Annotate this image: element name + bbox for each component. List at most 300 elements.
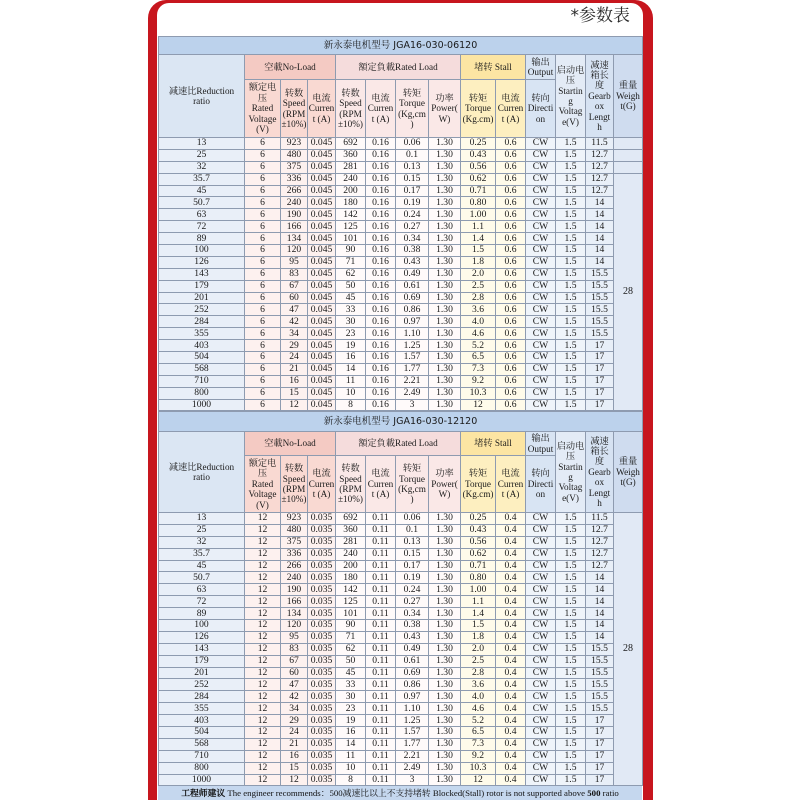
cell-starting-voltage: 1.5	[556, 560, 586, 572]
table-row	[159, 173, 643, 185]
table-row	[159, 631, 643, 643]
cell-rated-current: 0.16	[366, 399, 396, 411]
cell-rated-torque: 2.49	[396, 387, 429, 399]
cell-reduction-ratio: 25	[159, 524, 245, 536]
cell-starting-voltage: 1.5	[556, 245, 586, 257]
table-row	[159, 560, 643, 572]
cell-rated-power: 1.30	[429, 245, 461, 257]
cell-rated-current: 0.16	[366, 138, 396, 150]
cell-rated-torque: 0.06	[396, 513, 429, 525]
cell-no-load-current: 0.045	[308, 328, 336, 340]
cell-gearbox-length: 14	[586, 596, 614, 608]
cell-no-load-speed: 47	[281, 679, 308, 691]
table-row	[159, 304, 643, 316]
cell-starting-voltage: 1.5	[556, 608, 586, 620]
header-weight: 重量 Weigh t(G)	[614, 432, 643, 513]
cell-rated-voltage: 12	[245, 727, 281, 739]
cell-gearbox-length: 12.7	[586, 149, 614, 161]
header-rated-current: 电流 Curren t (A)	[366, 456, 396, 513]
cell-rated-torque: 0.15	[396, 548, 429, 560]
cell-no-load-current: 0.045	[308, 399, 336, 411]
cell-rated-current: 0.16	[366, 173, 396, 185]
cell-rated-speed: 19	[336, 340, 366, 352]
cell-rated-voltage: 6	[245, 138, 281, 150]
cell-direction: CW	[526, 185, 556, 197]
cell-stall-torque: 10.3	[461, 387, 496, 399]
cell-no-load-speed: 266	[281, 560, 308, 572]
cell-rated-torque: 0.17	[396, 560, 429, 572]
cell-no-load-current: 0.035	[308, 513, 336, 525]
cell-direction: CW	[526, 399, 556, 411]
cell-rated-current: 0.11	[366, 691, 396, 703]
cell-direction: CW	[526, 667, 556, 679]
cell-rated-voltage: 12	[245, 560, 281, 572]
cell-rated-power: 1.30	[429, 304, 461, 316]
cell-stall-torque: 1.5	[461, 620, 496, 632]
cell-no-load-speed: 336	[281, 548, 308, 560]
cell-rated-power: 1.30	[429, 149, 461, 161]
cell-stall-torque: 2.0	[461, 643, 496, 655]
header-weight: 重量 Weigh t(G)	[614, 55, 643, 138]
cell-rated-torque: 0.17	[396, 185, 429, 197]
cell-rated-voltage: 6	[245, 328, 281, 340]
cell-direction: CW	[526, 691, 556, 703]
table-row	[159, 691, 643, 703]
cell-rated-power: 1.30	[429, 596, 461, 608]
table-row	[159, 524, 643, 536]
cell-gearbox-length: 12.7	[586, 536, 614, 548]
cell-no-load-current: 0.035	[308, 715, 336, 727]
cell-reduction-ratio: 568	[159, 363, 245, 375]
cell-gearbox-length: 15.5	[586, 679, 614, 691]
cell-rated-power: 1.30	[429, 691, 461, 703]
cell-direction: CW	[526, 774, 556, 786]
spec-table	[158, 36, 643, 411]
cell-rated-power: 1.30	[429, 667, 461, 679]
cell-stall-current: 0.4	[496, 608, 526, 620]
cell-stall-current: 0.4	[496, 572, 526, 584]
cell-rated-torque: 0.24	[396, 209, 429, 221]
cell-no-load-current: 0.045	[308, 375, 336, 387]
cell-rated-speed: 281	[336, 536, 366, 548]
cell-no-load-speed: 16	[281, 375, 308, 387]
cell-rated-torque: 0.34	[396, 233, 429, 245]
cell-no-load-current: 0.035	[308, 524, 336, 536]
cell-rated-voltage: 6	[245, 399, 281, 411]
cell-stall-current: 0.6	[496, 328, 526, 340]
cell-rated-speed: 90	[336, 245, 366, 257]
cell-rated-current: 0.16	[366, 197, 396, 209]
cell-rated-torque: 0.49	[396, 268, 429, 280]
cell-direction: CW	[526, 363, 556, 375]
cell-no-load-speed: 190	[281, 584, 308, 596]
cell-rated-speed: 30	[336, 691, 366, 703]
cell-rated-speed: 200	[336, 185, 366, 197]
cell-rated-current: 0.11	[366, 536, 396, 548]
cell-rated-voltage: 12	[245, 774, 281, 786]
cell-starting-voltage: 1.5	[556, 548, 586, 560]
table-row	[159, 138, 643, 150]
cell-reduction-ratio: 504	[159, 727, 245, 739]
cell-no-load-speed: 21	[281, 738, 308, 750]
cell-no-load-speed: 83	[281, 268, 308, 280]
cell-rated-current: 0.11	[366, 679, 396, 691]
header-starting-voltage: 启动电 压 Startin g Voltag e(V)	[556, 55, 586, 138]
cell-starting-voltage: 1.5	[556, 280, 586, 292]
cell-rated-torque: 0.34	[396, 608, 429, 620]
cell-rated-power: 1.30	[429, 703, 461, 715]
cell-no-load-current: 0.045	[308, 363, 336, 375]
cell-stall-torque: 5.2	[461, 715, 496, 727]
cell-stall-current: 0.4	[496, 774, 526, 786]
cell-reduction-ratio: 403	[159, 715, 245, 727]
cell-stall-torque: 1.1	[461, 221, 496, 233]
cell-reduction-ratio: 710	[159, 750, 245, 762]
cell-reduction-ratio: 45	[159, 185, 245, 197]
cell-rated-speed: 19	[336, 715, 366, 727]
cell-starting-voltage: 1.5	[556, 363, 586, 375]
cell-rated-power: 1.30	[429, 750, 461, 762]
cell-rated-torque: 0.86	[396, 304, 429, 316]
cell-no-load-current: 0.045	[308, 256, 336, 268]
cell-gearbox-length: 17	[586, 363, 614, 375]
sheet-title: *参数表	[570, 6, 630, 26]
cell-rated-voltage: 6	[245, 316, 281, 328]
table-row	[159, 185, 643, 197]
header-rated-power: 功率 Power( W)	[429, 80, 461, 138]
cell-direction: CW	[526, 655, 556, 667]
cell-stall-torque: 0.62	[461, 548, 496, 560]
cell-stall-torque: 7.3	[461, 738, 496, 750]
cell-rated-voltage: 6	[245, 233, 281, 245]
cell-starting-voltage: 1.5	[556, 292, 586, 304]
cell-no-load-current: 0.045	[308, 173, 336, 185]
cell-no-load-current: 0.035	[308, 620, 336, 632]
cell-stall-current: 0.6	[496, 387, 526, 399]
cell-rated-torque: 1.10	[396, 328, 429, 340]
cell-no-load-current: 0.035	[308, 727, 336, 739]
cell-reduction-ratio: 72	[159, 596, 245, 608]
cell-stall-torque: 1.4	[461, 608, 496, 620]
cell-gearbox-length: 15.5	[586, 268, 614, 280]
engineer-note-unit: ratio	[602, 788, 619, 798]
cell-rated-voltage: 6	[245, 173, 281, 185]
cell-no-load-current: 0.035	[308, 608, 336, 620]
cell-starting-voltage: 1.5	[556, 596, 586, 608]
cell-no-load-speed: 42	[281, 316, 308, 328]
cell-reduction-ratio: 126	[159, 631, 245, 643]
table-row	[159, 715, 643, 727]
cell-rated-speed: 23	[336, 703, 366, 715]
cell-rated-power: 1.30	[429, 256, 461, 268]
header-no-load-speed: 转数 Speed (RPM ±10%)	[281, 80, 308, 138]
table-row	[159, 513, 643, 525]
cell-stall-current: 0.4	[496, 536, 526, 548]
cell-stall-current: 0.4	[496, 715, 526, 727]
cell-rated-torque: 1.25	[396, 715, 429, 727]
cell-rated-power: 1.30	[429, 608, 461, 620]
cell-reduction-ratio: 63	[159, 584, 245, 596]
header-rated-speed: 转数 Speed (RPM ±10%)	[336, 80, 366, 138]
cell-stall-torque: 4.0	[461, 691, 496, 703]
cell-reduction-ratio: 284	[159, 691, 245, 703]
header-reduction-ratio: 减速比Reduction ratio	[159, 432, 245, 513]
cell-starting-voltage: 1.5	[556, 375, 586, 387]
cell-direction: CW	[526, 679, 556, 691]
cell-gearbox-length: 15.5	[586, 292, 614, 304]
cell-stall-torque: 6.5	[461, 352, 496, 364]
cell-rated-speed: 30	[336, 316, 366, 328]
cell-rated-voltage: 12	[245, 667, 281, 679]
cell-rated-torque: 1.57	[396, 352, 429, 364]
cell-rated-torque: 3	[396, 774, 429, 786]
cell-gearbox-length: 17	[586, 727, 614, 739]
cell-reduction-ratio: 100	[159, 620, 245, 632]
table-row	[159, 352, 643, 364]
cell-rated-current: 0.16	[366, 387, 396, 399]
cell-rated-speed: 14	[336, 738, 366, 750]
cell-stall-torque: 2.0	[461, 268, 496, 280]
cell-rated-torque: 0.69	[396, 667, 429, 679]
header-output: 输出 Output	[526, 432, 556, 456]
cell-starting-voltage: 1.5	[556, 149, 586, 161]
header-gearbox-length: 减速 箱长 度 Gearb ox Lengt h	[586, 432, 614, 513]
table-row	[159, 221, 643, 233]
cell-rated-power: 1.30	[429, 197, 461, 209]
cell-rated-power: 1.30	[429, 352, 461, 364]
table-row	[159, 197, 643, 209]
cell-no-load-speed: 166	[281, 596, 308, 608]
cell-stall-current: 0.6	[496, 268, 526, 280]
cell-rated-power: 1.30	[429, 655, 461, 667]
cell-no-load-speed: 120	[281, 245, 308, 257]
cell-rated-speed: 360	[336, 524, 366, 536]
cell-stall-current: 0.6	[496, 292, 526, 304]
cell-rated-current: 0.16	[366, 375, 396, 387]
cell-rated-power: 1.30	[429, 774, 461, 786]
cell-starting-voltage: 1.5	[556, 352, 586, 364]
cell-direction: CW	[526, 173, 556, 185]
cell-rated-voltage: 6	[245, 185, 281, 197]
cell-rated-speed: 240	[336, 173, 366, 185]
table-row	[159, 161, 643, 173]
cell-direction: CW	[526, 256, 556, 268]
cell-rated-torque: 0.49	[396, 643, 429, 655]
table-row	[159, 703, 643, 715]
cell-gearbox-length: 14	[586, 608, 614, 620]
cell-starting-voltage: 1.5	[556, 138, 586, 150]
cell-starting-voltage: 1.5	[556, 304, 586, 316]
cell-stall-current: 0.4	[496, 584, 526, 596]
cell-starting-voltage: 1.5	[556, 738, 586, 750]
cell-no-load-speed: 24	[281, 727, 308, 739]
cell-direction: CW	[526, 715, 556, 727]
engineer-note-text: The engineer recommends：500减速比以上不支持堵转 Blocked(Stall) rotor is not supported above	[227, 788, 586, 798]
cell-starting-voltage: 1.5	[556, 643, 586, 655]
cell-rated-speed: 11	[336, 750, 366, 762]
cell-rated-current: 0.11	[366, 655, 396, 667]
cell-direction: CW	[526, 727, 556, 739]
cell-stall-torque: 0.62	[461, 173, 496, 185]
table-row	[159, 774, 643, 786]
cell-rated-voltage: 6	[245, 197, 281, 209]
cell-gearbox-length: 17	[586, 715, 614, 727]
cell-stall-torque: 1.00	[461, 209, 496, 221]
cell-stall-torque: 12	[461, 774, 496, 786]
cell-rated-voltage: 6	[245, 209, 281, 221]
cell-no-load-speed: 190	[281, 209, 308, 221]
cell-rated-speed: 33	[336, 679, 366, 691]
table-row	[159, 572, 643, 584]
cell-rated-voltage: 6	[245, 387, 281, 399]
cell-rated-power: 1.30	[429, 185, 461, 197]
cell-starting-voltage: 1.5	[556, 221, 586, 233]
table-row	[159, 536, 643, 548]
cell-reduction-ratio: 800	[159, 762, 245, 774]
header-stall-torque: 转矩 Torque (Kg.cm)	[461, 456, 496, 513]
cell-rated-current: 0.16	[366, 352, 396, 364]
cell-gearbox-length: 11.5	[586, 513, 614, 525]
cell-gearbox-length: 12.7	[586, 185, 614, 197]
cell-rated-power: 1.30	[429, 209, 461, 221]
cell-direction: CW	[526, 513, 556, 525]
cell-direction: CW	[526, 292, 556, 304]
header-rated-current: 电流 Curren t (A)	[366, 80, 396, 138]
cell-rated-voltage: 6	[245, 363, 281, 375]
cell-no-load-speed: 60	[281, 292, 308, 304]
cell-gearbox-length: 17	[586, 738, 614, 750]
cell-stall-torque: 1.4	[461, 233, 496, 245]
cell-starting-voltage: 1.5	[556, 513, 586, 525]
header-no-load-current: 电流 Curren t (A)	[308, 80, 336, 138]
cell-stall-current: 0.4	[496, 738, 526, 750]
cell-no-load-current: 0.045	[308, 280, 336, 292]
header-stall: 堵转 Stall	[461, 55, 526, 80]
cell-direction: CW	[526, 631, 556, 643]
cell-rated-power: 1.30	[429, 643, 461, 655]
cell-starting-voltage: 1.5	[556, 762, 586, 774]
cell-no-load-speed: 12	[281, 774, 308, 786]
table-row	[159, 679, 643, 691]
cell-rated-voltage: 12	[245, 738, 281, 750]
header-direction: 转向 Directi on	[526, 80, 556, 138]
cell-direction: CW	[526, 584, 556, 596]
cell-weight: 28	[614, 513, 643, 786]
cell-rated-power: 1.30	[429, 280, 461, 292]
cell-reduction-ratio: 143	[159, 268, 245, 280]
cell-rated-speed: 45	[336, 292, 366, 304]
cell-stall-torque: 0.43	[461, 149, 496, 161]
cell-gearbox-length: 14	[586, 233, 614, 245]
cell-rated-speed: 360	[336, 149, 366, 161]
cell-stall-torque: 1.8	[461, 256, 496, 268]
cell-no-load-speed: 480	[281, 149, 308, 161]
cell-no-load-current: 0.045	[308, 149, 336, 161]
table-row	[159, 399, 643, 411]
cell-rated-current: 0.11	[366, 715, 396, 727]
cell-rated-speed: 11	[336, 375, 366, 387]
cell-reduction-ratio: 50.7	[159, 572, 245, 584]
cell-reduction-ratio: 201	[159, 292, 245, 304]
cell-stall-current: 0.6	[496, 209, 526, 221]
table-row	[159, 762, 643, 774]
cell-weight	[614, 138, 643, 150]
cell-rated-power: 1.30	[429, 524, 461, 536]
cell-no-load-current: 0.035	[308, 738, 336, 750]
cell-no-load-current: 0.035	[308, 774, 336, 786]
cell-starting-voltage: 1.5	[556, 256, 586, 268]
cell-stall-current: 0.4	[496, 655, 526, 667]
header-no-load: 空載No-Load	[245, 432, 336, 456]
cell-rated-current: 0.11	[366, 513, 396, 525]
cell-rated-speed: 23	[336, 328, 366, 340]
cell-starting-voltage: 1.5	[556, 209, 586, 221]
cell-gearbox-length: 12.7	[586, 560, 614, 572]
cell-rated-power: 1.30	[429, 572, 461, 584]
cell-no-load-current: 0.045	[308, 304, 336, 316]
cell-stall-current: 0.6	[496, 221, 526, 233]
cell-no-load-current: 0.035	[308, 536, 336, 548]
cell-no-load-speed: 60	[281, 667, 308, 679]
cell-stall-current: 0.6	[496, 173, 526, 185]
cell-no-load-current: 0.045	[308, 245, 336, 257]
cell-starting-voltage: 1.5	[556, 631, 586, 643]
cell-stall-current: 0.4	[496, 524, 526, 536]
cell-rated-speed: 692	[336, 513, 366, 525]
cell-rated-torque: 3	[396, 399, 429, 411]
cell-direction: CW	[526, 387, 556, 399]
cell-rated-speed: 180	[336, 197, 366, 209]
cell-starting-voltage: 1.5	[556, 185, 586, 197]
cell-no-load-current: 0.045	[308, 292, 336, 304]
cell-reduction-ratio: 143	[159, 643, 245, 655]
cell-reduction-ratio: 126	[159, 256, 245, 268]
cell-starting-voltage: 1.5	[556, 727, 586, 739]
table-row	[159, 316, 643, 328]
cell-no-load-current: 0.035	[308, 584, 336, 596]
cell-no-load-speed: 67	[281, 280, 308, 292]
cell-no-load-current: 0.045	[308, 352, 336, 364]
cell-stall-current: 0.6	[496, 138, 526, 150]
cell-stall-torque: 1.1	[461, 596, 496, 608]
cell-rated-power: 1.30	[429, 387, 461, 399]
cell-rated-voltage: 6	[245, 280, 281, 292]
cell-starting-voltage: 1.5	[556, 316, 586, 328]
cell-rated-torque: 0.06	[396, 138, 429, 150]
cell-starting-voltage: 1.5	[556, 679, 586, 691]
cell-stall-torque: 4.6	[461, 328, 496, 340]
cell-starting-voltage: 1.5	[556, 197, 586, 209]
cell-stall-torque: 0.56	[461, 536, 496, 548]
cell-starting-voltage: 1.5	[556, 161, 586, 173]
model-title-row	[159, 37, 643, 55]
cell-reduction-ratio: 89	[159, 608, 245, 620]
cell-no-load-current: 0.045	[308, 268, 336, 280]
cell-rated-voltage: 12	[245, 703, 281, 715]
cell-reduction-ratio: 1000	[159, 774, 245, 786]
cell-stall-current: 0.6	[496, 375, 526, 387]
cell-direction: CW	[526, 304, 556, 316]
cell-no-load-current: 0.035	[308, 548, 336, 560]
header-group-row	[159, 432, 643, 456]
cell-reduction-ratio: 710	[159, 375, 245, 387]
cell-rated-torque: 0.1	[396, 524, 429, 536]
cell-stall-current: 0.4	[496, 631, 526, 643]
cell-direction: CW	[526, 548, 556, 560]
table-row	[159, 548, 643, 560]
cell-rated-voltage: 6	[245, 292, 281, 304]
cell-reduction-ratio: 568	[159, 738, 245, 750]
